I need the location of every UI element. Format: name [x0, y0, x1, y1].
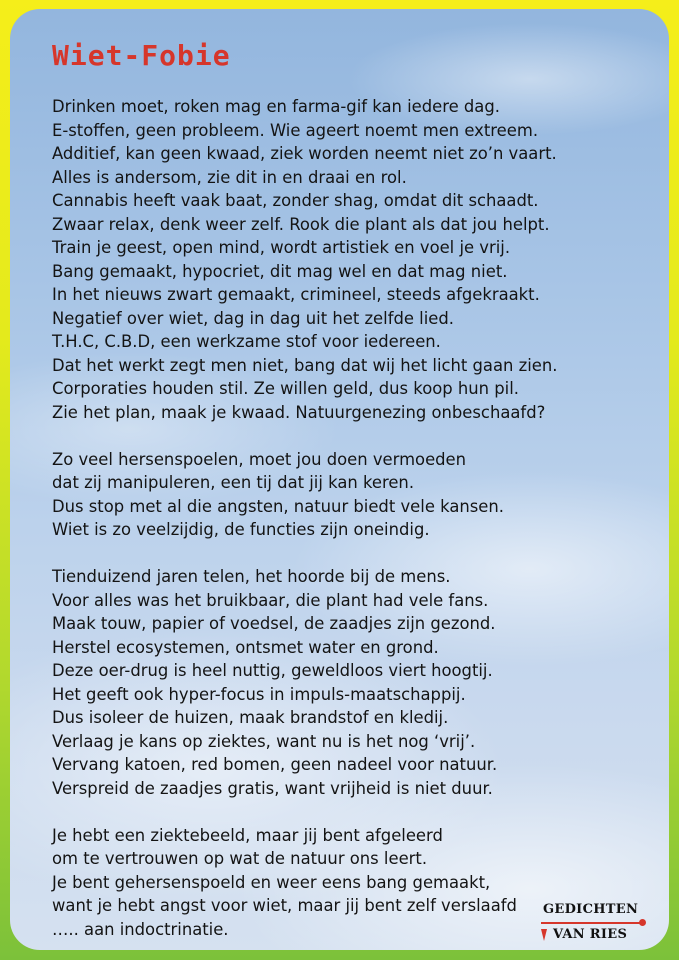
poem-line: Het geeft ook hyper-focus in impuls-maatschappij.: [52, 684, 466, 704]
poem-line: Zie het plan, maak je kwaad. Natuurgenezing onbeschaafd?: [52, 402, 546, 422]
poem-line: Verlaag je kans op ziektes, want nu is het nog ‘vrij’.: [52, 731, 476, 751]
stanza: [52, 448, 652, 542]
poem-line: dat zij manipuleren, een tij dat jij kan keren.: [52, 473, 415, 492]
gedichten-van-ries-logo: [535, 902, 653, 946]
poem-line: Voor alles was het bruikbaar, die plant had vele fans.: [52, 590, 489, 610]
logo-dot: [639, 919, 646, 926]
poem-line: Tienduizend jaren telen, het hoorde bij de mens.: [52, 567, 451, 586]
poem-line: Corporaties houden stil. Ze willen geld, dus koop hun pil.: [52, 379, 519, 398]
logo-drop-icon: [541, 929, 547, 941]
stanza: [52, 95, 652, 424]
poem-line: Je hebt een ziektebeeld, maar jij bent afgeleerd: [52, 825, 443, 845]
poem-line: Wiet is zo veelzijdig, de functies zijn oneindig.: [52, 520, 430, 539]
poem-line: ….. aan indoctrinatie.: [52, 919, 229, 939]
poem-line: Bang gemaakt, hypocriet, dit mag wel en dat mag niet.: [52, 261, 508, 281]
poem-line: want je hebt angst voor wiet, maar jij bent zelf verslaafd: [52, 896, 517, 915]
poem-line: Deze oer-drug is heel nuttig, geweldloos viert hoogtij.: [52, 661, 493, 680]
poem-line: Zo veel hersenspoelen, moet jou doen vermoeden: [52, 449, 467, 469]
poem-line: Drinken moet, roken mag en farma-gif kan iedere dag.: [52, 97, 500, 116]
poem-line: Additief, kan geen kwaad, ziek worden neemt niet zo’n vaart.: [52, 144, 557, 163]
poem-line: Train je geest, open mind, wordt artistiek en voel je vrij.: [52, 238, 511, 257]
poem-line: om te vertrouwen op wat de natuur ons leert.: [52, 849, 428, 868]
poem-line: Herstel ecosystemen, ontsmet water en grond.: [52, 637, 439, 657]
poem-line: Zwaar relax, denk weer zelf. Rook die plant als dat jou helpt.: [52, 214, 550, 234]
poem-line: Cannabis heeft vaak baat, zonder shag, omdat dit schaadt.: [52, 191, 539, 210]
poem-line: In het nieuws zwart gemaakt, crimineel, steeds afgekraakt.: [52, 285, 540, 304]
poem-line: T.H.C, C.B.D, een werkzame stof voor iedereen.: [52, 332, 441, 351]
poem-line: Vervang katoen, red bomen, geen nadeel voor natuur.: [52, 755, 498, 774]
poem-line: Dus isoleer de huizen, maak brandstof en kledij.: [52, 708, 449, 727]
poem-line: Negatief over wiet, dag in dag uit het zelfde lied.: [52, 308, 454, 328]
poem-line: Dat het werkt zegt men niet, bang dat wij het licht gaan zien.: [52, 355, 558, 375]
poem-card: [10, 9, 669, 950]
logo-top-text: GEDICHTEN: [543, 902, 639, 917]
poem-line: Alles is andersom, zie dit in en draai en rol.: [52, 167, 407, 187]
poem-body: [52, 95, 652, 950]
stanza: [52, 565, 652, 800]
poem-line: Verspreid de zaadjes gratis, want vrijheid is niet duur.: [52, 778, 493, 798]
poem-line: Maak touw, papier of voedsel, de zaadjes zijn gezond.: [52, 614, 496, 633]
poem-line: E-stoffen, geen probleem. Wie ageert noemt men extreem.: [52, 120, 539, 140]
poem-line: Dus stop met al die angsten, natuur biedt vele kansen.: [52, 496, 504, 516]
poem-line: Je bent gehersenspoeld en weer eens bang gemaakt,: [52, 872, 491, 892]
poem-title: Wiet-Fobie: [52, 39, 231, 72]
logo-underline: [541, 922, 641, 924]
logo-bottom-text: VAN RIES: [553, 927, 628, 942]
